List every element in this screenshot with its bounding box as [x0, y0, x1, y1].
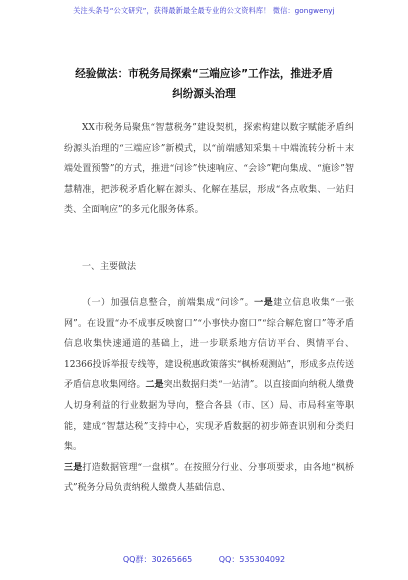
header-notice: 关注头条号“公文研究”，获得最新最全最专业的公文资料库！ 微信：gongwenyj [73, 6, 335, 15]
page-title [20, 64, 388, 104]
title-line-1: 经验做法：市税务局探索“三端应诊”工作法，推进矛盾 [75, 68, 333, 80]
title-line-2: 纠纷源头治理 [172, 88, 236, 100]
section-heading: 一、主要做法 [82, 262, 137, 272]
highlight-second: 二是 [145, 380, 164, 391]
highlight-third: 三是 [64, 462, 83, 473]
body-paragraph [64, 293, 354, 499]
footer-qq: QQ：535304092 [218, 555, 286, 564]
footer-qq-group: QQ群：30265665 [122, 555, 193, 564]
intro-paragraph: XX市税务局聚焦“智慧税务”建设契机，探索构建以数字赋能矛盾纠纷源头治理的“三端应诊”新模式，以“前端感知采集＋中端流转分析＋末端处置预警”的方式，推进“问诊”快速响应、“会诊”靶向集成、“施诊”智慧精准，把涉税矛盾化解在源头、化解在基层，形成“各点收集、一站归类、全面响应”的多元化服务体系。 [64, 123, 354, 216]
footer-contact [0, 554, 408, 565]
subheading-text: （一）加强信息整合，前端集成“问诊”。 [82, 298, 255, 308]
paragraph-text-3: 打造数据管理“一盘棋”。在按照分行业、分事项要求，由各地“枫桥式”税务分局负责纳税人缴费人基础信息、 [64, 462, 354, 494]
paragraph-text-1: 建立信息收集“一张网”。在设置“办不成事反映窗口”“小事快办窗口”“综合解危窗口”等矛盾信息收集快速通道的基础上，进一步联系地方信访平台、舆情平台、12366投诉举报专线等，建设税惠政策落实“枫桥观测站”，形成多点传送矛盾信息收集网络。 [64, 298, 354, 391]
paragraph-text-2: 突出数据归类“一站清”。以直接面向纳税人缴费人切身利益的行业数据为导向，整合各县（市、区）局、市局科室等职能，建成“智慧达税”支持中心，实现矛盾数据的初步筛查识别和分类归集。 [64, 380, 354, 453]
highlight-first: 一是 [254, 298, 274, 308]
